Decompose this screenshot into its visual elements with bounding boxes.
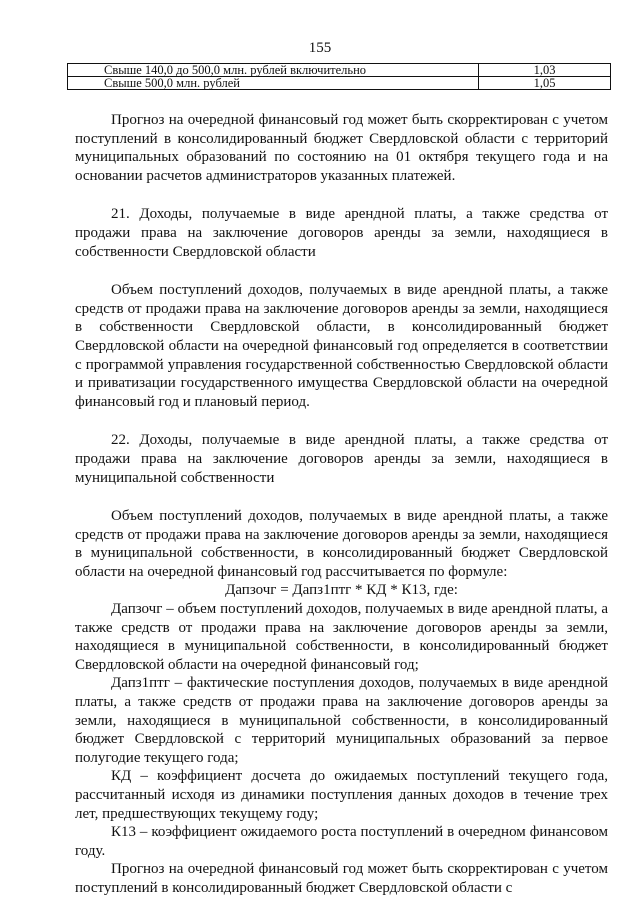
section-21-paragraph: Объем поступлений доходов, получаемых в виде арендной платы, а также средств от продажи права на заключение договоров аренды за земли, находящиеся в собственности Свердловской области, в консолидированный бюджет Свердловской области на очередной финансовый год определяется в соответствии с программой управления государственной собственностью Свердловской области и приватизации государственного имущества Свердловской области на очередной финансовый год и плановый период.: [75, 282, 608, 410]
formula: Дапзочг = Дапз1птг * КД * К13, где:: [225, 582, 458, 599]
definition-dapz1ptg: Дапз1птг – фактические поступления доходов, получаемых в виде арендной платы, а также средств от продажи права на заключение договоров аренды за земли, находящиеся в муниципальной собственности, в консолидированный бюджет Свердловской с территорий муниципальных образований за первое полугодие текущего года;: [75, 675, 608, 766]
section-21-heading: 21. Доходы, получаемые в виде арендной платы, а также средства от продажи права на заключение договоров аренды за земли, находящиеся в собственности Свердловской области: [75, 206, 608, 260]
section-22-paragraph: Объем поступлений доходов, получаемых в виде арендной платы, а также средств от продажи права на заключение договоров аренды за земли, находящиеся в муниципальной собственности, в консолидированный бюджет Свердловской области на очередной финансовый год рассчитывается по формуле:: [75, 508, 608, 580]
document-body: [75, 111, 608, 898]
page-number: 155: [308, 40, 332, 56]
definition-kd: КД – коэффициент досчета до ожидаемых поступлений текущего года, рассчитанный исходя из динамики поступления данных доходов в течение трех лет, предшествующих текущему году;: [75, 768, 608, 822]
coefficient-table: [67, 63, 611, 90]
table-cell-value: 1,03: [479, 64, 611, 77]
table-row: [68, 77, 611, 90]
forecast-paragraph: Прогноз на очередной финансовый год может быть скорректирован с учетом поступлений в консолидированный бюджет Свердловской области с территорий муниципальных образований по состоянию на 01 октября текущего года и на основании расчетов администраторов указанных платежей.: [75, 112, 608, 184]
table-cell-label: Свыше 500,0 млн. рублей: [68, 77, 479, 90]
table-cell-value: 1,05: [479, 77, 611, 90]
definition-dapzochg: Дапзочг – объем поступлений доходов, получаемых в виде арендной платы, а также средств от продажи права на заключение договоров аренды за земли, находящиеся в муниципальной собственности, в консолидированный бюджет Свердловской области на очередной финансовый год;: [75, 601, 608, 673]
definition-k13: К13 – коэффициент ожидаемого роста поступлений в очередном финансовом году.: [75, 824, 608, 859]
table-cell-label: Свыше 140,0 до 500,0 млн. рублей включительно: [68, 64, 479, 77]
section-22-heading: 22. Доходы, получаемые в виде арендной платы, а также средства от продажи права на заключение договоров аренды за земли, находящиеся в муниципальной собственности: [75, 432, 608, 486]
forecast-paragraph-continued: Прогноз на очередной финансовый год может быть скорректирован с учетом поступлений в консолидированный бюджет Свердловской области с: [75, 861, 608, 896]
table-row: [68, 64, 611, 77]
